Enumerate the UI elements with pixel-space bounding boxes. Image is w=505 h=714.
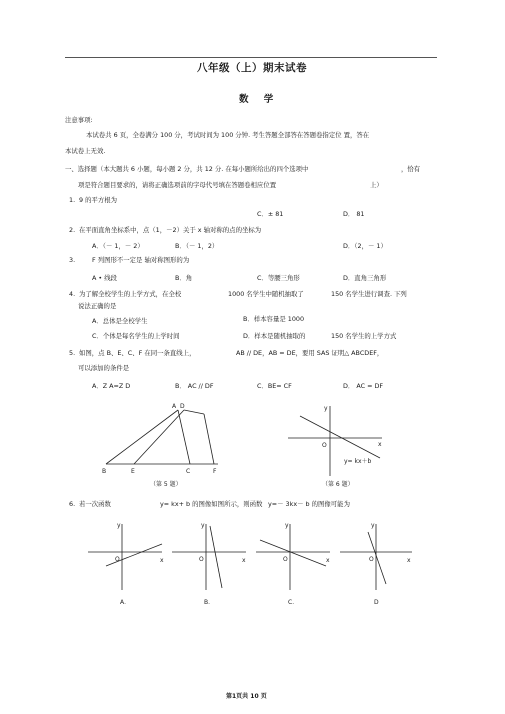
origin-label: O: [322, 442, 327, 449]
q4-option-a: A．总体是全校学生: [92, 317, 148, 325]
q5-stem-b: AB // DE，AB = DE，要用 SAS 证明△ ABCDEF，: [236, 349, 384, 357]
x-axis-label: x: [378, 441, 382, 448]
header-rule: [65, 57, 437, 58]
q6-line-graph-figure: [282, 400, 392, 490]
point-d-label: D: [180, 403, 185, 410]
q2-stem: 在平面直角坐标系中，点（1，－2）关于 x 轴对称的点的坐标为: [79, 226, 262, 234]
subject-title: 数 学: [239, 94, 280, 105]
q4-stem-c: 150 名学生进行调查. 下列: [331, 290, 407, 298]
option-c-line: [260, 540, 326, 566]
option-d-x-label: x: [407, 557, 411, 564]
q6-answer-graphs: [86, 518, 416, 610]
option-a-y-label: y: [117, 522, 121, 529]
q3-option-b: B．角: [175, 274, 193, 282]
q2-number: 2.: [69, 226, 76, 234]
q6-stem-a: 若一次函数: [79, 500, 111, 508]
q4-stem-b: 1000 名学生中随机抽取了: [228, 290, 304, 298]
q5-figure-caption: （第 5 题）: [150, 481, 182, 488]
option-d-origin: O: [369, 556, 374, 563]
q4-option-d: D．样本是随机抽取的: [243, 332, 306, 340]
q5-stem-c: 可以添加的条件是: [78, 364, 130, 372]
q1-option-d: D． 81: [343, 210, 365, 218]
q1-option-c: C．± 81: [257, 210, 284, 218]
q4-option-c: C．个体是每名学生的上学时间: [92, 332, 180, 340]
q6-figure-caption: （第 6 题）: [322, 481, 354, 488]
section-heading-1a: 一、选择题（本大题共 6 小题，每小题 2 分，共 12 分. 在每小题所给出的四个选项中: [65, 165, 309, 173]
option-b-x-label: x: [242, 557, 246, 564]
point-e-label: E: [131, 468, 135, 475]
q4-number: 4.: [69, 290, 76, 298]
notice-heading: 注意事项:: [65, 116, 93, 124]
q6-stem-c: y=－ 3kx－ b 的图像可能为: [268, 500, 350, 508]
q3-option-d: D．直角三角形: [343, 274, 387, 282]
option-c-label: C．: [288, 599, 299, 606]
point-f-label: F: [213, 468, 217, 475]
section-heading-2a: 项是符合题目要求的，请将正确选项前的字母代号填在答题卷相应位置: [78, 181, 277, 189]
option-c-origin: O: [283, 556, 288, 563]
option-c-x-label: x: [326, 557, 330, 564]
option-a-x-label: x: [160, 557, 164, 564]
notice-line-1: 本试卷共 6 页，全卷满分 100 分，考试时间为 100 分钟. 考生答题全部答在答题卷指定位 置，答在: [86, 131, 370, 139]
q2-option-b: B．（－ 1，2）: [175, 242, 219, 250]
option-b-y-label: y: [201, 522, 205, 529]
option-b-line: [210, 526, 222, 588]
q5-stem-a: 如图，点 B、E、C、F 在同一条直线上，: [79, 349, 196, 357]
segment-ac: [178, 410, 190, 464]
option-d-label: D: [374, 599, 379, 606]
segment-df: [204, 414, 214, 464]
q3-option-c: C．等腰三角形: [257, 274, 300, 282]
segment-d-top: [184, 410, 204, 414]
option-b-origin: O: [199, 556, 204, 563]
q5-option-c: C．BE= CF: [257, 382, 292, 390]
q3-stem: F 列图形不一定是 轴对称图形的为: [92, 256, 190, 264]
section-heading-2b: 上）: [370, 181, 383, 189]
option-c-y-label: y: [285, 522, 289, 529]
q5-option-a: A．Z A=Z D: [92, 382, 131, 390]
q4-option-d-continued: 150 名学生的上学方式: [331, 332, 397, 340]
point-c-label: C: [186, 468, 191, 475]
page-number: 第1页共 10 页: [226, 693, 267, 700]
y-axis-label: y: [324, 405, 328, 412]
q5-option-b: B． AC // DF: [175, 382, 214, 390]
q4-stem-d: 说法正确的是: [78, 302, 117, 310]
point-a-label: A: [172, 403, 177, 410]
line-y-kx-b: [300, 416, 380, 458]
option-d-y-label: y: [371, 522, 375, 529]
q5-number: 5.: [69, 349, 76, 357]
notice-line-2: 本试卷上无效.: [65, 147, 106, 155]
option-a-label: A．: [120, 599, 131, 606]
q2-option-d: D．（2，－ 1）: [343, 242, 387, 250]
line-equation-label: y= kx＋b: [344, 458, 372, 465]
q5-option-d: D． AC = DF: [343, 382, 384, 390]
q5-triangle-figure: [98, 402, 238, 490]
point-b-label: B: [102, 468, 107, 475]
q4-option-b: B．样本容量是 1000: [243, 315, 305, 323]
q1-number: 1.: [69, 196, 76, 204]
section-heading-1b: ，恰有: [401, 165, 421, 173]
q6-stem-b: y= kx+ b 的图像如图所示，则函数: [160, 500, 263, 508]
q3-option-a: A • 线段: [92, 274, 117, 282]
option-a-origin: O: [115, 556, 120, 563]
option-b-label: B．: [204, 599, 215, 606]
q1-stem: 9 的平方根为: [79, 196, 118, 204]
q6-number: 6.: [69, 500, 76, 508]
q2-option-a: A．（－ 1，－ 2）: [92, 242, 144, 250]
q4-stem-a: 为了解全校学生的上学方式，在全校: [79, 290, 182, 298]
q3-number: 3.: [69, 256, 76, 264]
exam-title: 八年级（上）期末试卷: [197, 62, 307, 74]
